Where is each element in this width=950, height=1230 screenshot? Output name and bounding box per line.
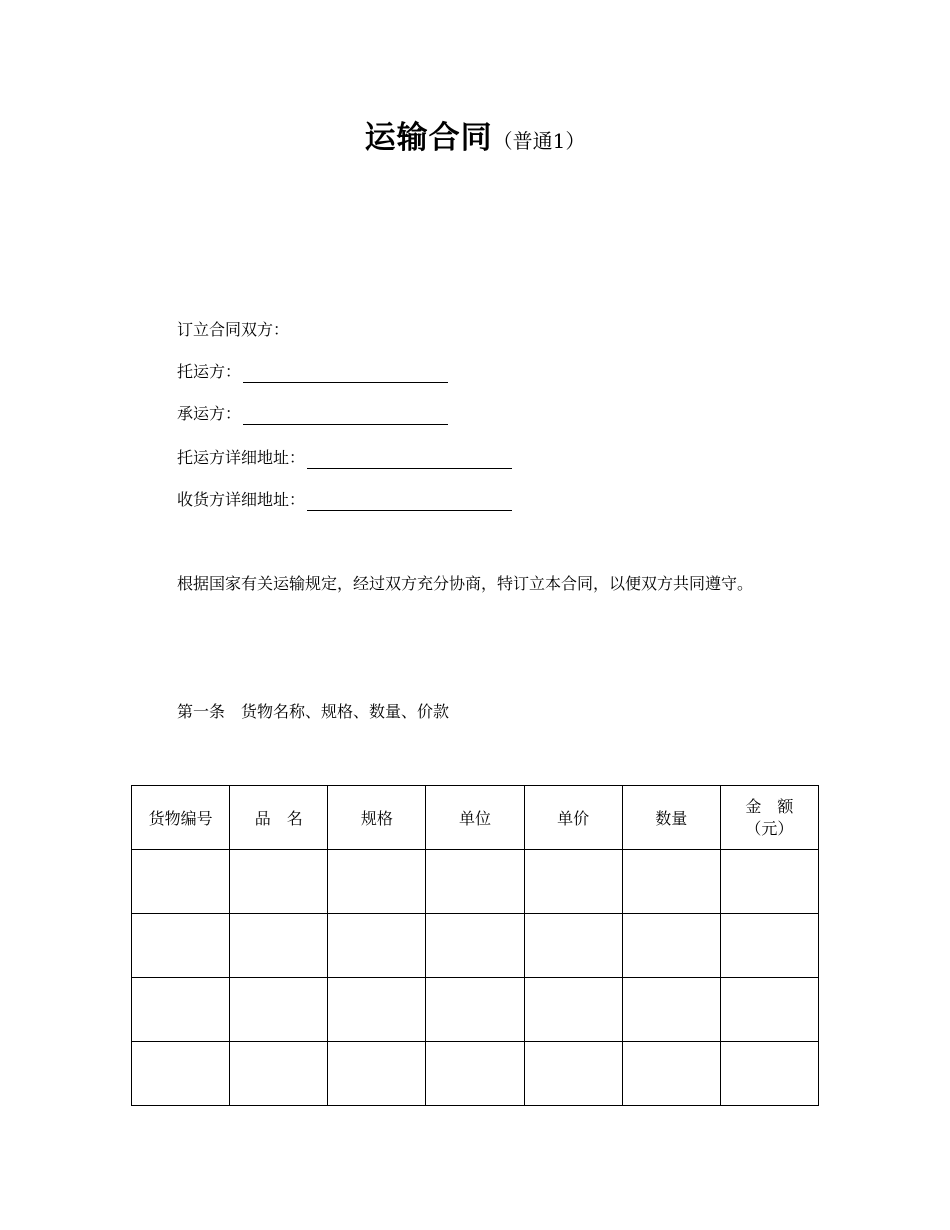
parties-intro	[177, 319, 289, 341]
preamble-paragraph: 根据国家有关运输规定，经过双方充分协商，特订立本合同，以便双方共同遵守。	[177, 574, 754, 593]
header-goods-name: 品 名	[230, 786, 328, 850]
table-cell[interactable]	[524, 914, 622, 978]
table-cell[interactable]	[720, 914, 818, 978]
table-cell[interactable]	[426, 978, 524, 1042]
header-spec: 规格	[328, 786, 426, 850]
header-unit-price: 单价	[524, 786, 622, 850]
table-cell[interactable]	[328, 978, 426, 1042]
table-cell[interactable]	[524, 1042, 622, 1106]
header-amount	[720, 786, 818, 850]
table-cell[interactable]	[132, 1042, 230, 1106]
consignee-address-blank[interactable]	[307, 492, 512, 511]
header-amount-line1: 金 额	[745, 796, 794, 816]
shipper-label: 托运方：	[177, 362, 242, 381]
header-quantity: 数量	[622, 786, 720, 850]
header-unit: 单位	[426, 786, 524, 850]
table-cell[interactable]	[132, 978, 230, 1042]
shipper-address-label: 托运方详细地址：	[177, 448, 306, 467]
table-cell[interactable]	[132, 914, 230, 978]
table-cell[interactable]	[426, 914, 524, 978]
shipper-address-blank[interactable]	[307, 450, 512, 469]
carrier-label: 承运方：	[177, 404, 242, 423]
table-row	[132, 1042, 819, 1106]
table-cell[interactable]	[524, 978, 622, 1042]
table-cell[interactable]	[328, 1042, 426, 1106]
table-cell[interactable]	[720, 850, 818, 914]
table-cell[interactable]	[720, 1042, 818, 1106]
consignee-address-label: 收货方详细地址：	[177, 490, 306, 509]
table-row	[132, 850, 819, 914]
title-subtitle: （普通1）	[492, 129, 586, 153]
table-cell[interactable]	[328, 914, 426, 978]
article-1-heading: 第一条 货物名称、规格、数量、价款	[177, 702, 450, 721]
header-goods-no: 货物编号	[132, 786, 230, 850]
table-cell[interactable]	[230, 914, 328, 978]
table-cell[interactable]	[524, 850, 622, 914]
carrier-blank[interactable]	[243, 406, 448, 425]
title-main: 运输合同	[364, 120, 493, 156]
consignee-address-line	[177, 489, 512, 511]
shipper-blank[interactable]	[243, 364, 448, 383]
table-cell[interactable]	[622, 1042, 720, 1106]
table-cell[interactable]	[622, 914, 720, 978]
shipper-line	[177, 361, 448, 383]
table-cell[interactable]	[426, 850, 524, 914]
table-cell[interactable]	[622, 978, 720, 1042]
table-cell[interactable]	[328, 850, 426, 914]
table-row	[132, 978, 819, 1042]
table-cell[interactable]	[426, 1042, 524, 1106]
table-cell[interactable]	[132, 850, 230, 914]
table-cell[interactable]	[230, 850, 328, 914]
document-title	[0, 112, 950, 157]
carrier-line	[177, 403, 448, 425]
table-cell[interactable]	[230, 978, 328, 1042]
table-cell[interactable]	[720, 978, 818, 1042]
shipper-address-line	[177, 447, 512, 469]
parties-intro-label: 订立合同双方：	[177, 320, 290, 339]
table-cell[interactable]	[230, 1042, 328, 1106]
goods-table	[131, 785, 819, 1106]
header-amount-line2: （元）	[745, 818, 794, 838]
table-row	[132, 914, 819, 978]
goods-table-header-row	[132, 786, 819, 850]
table-cell[interactable]	[622, 850, 720, 914]
